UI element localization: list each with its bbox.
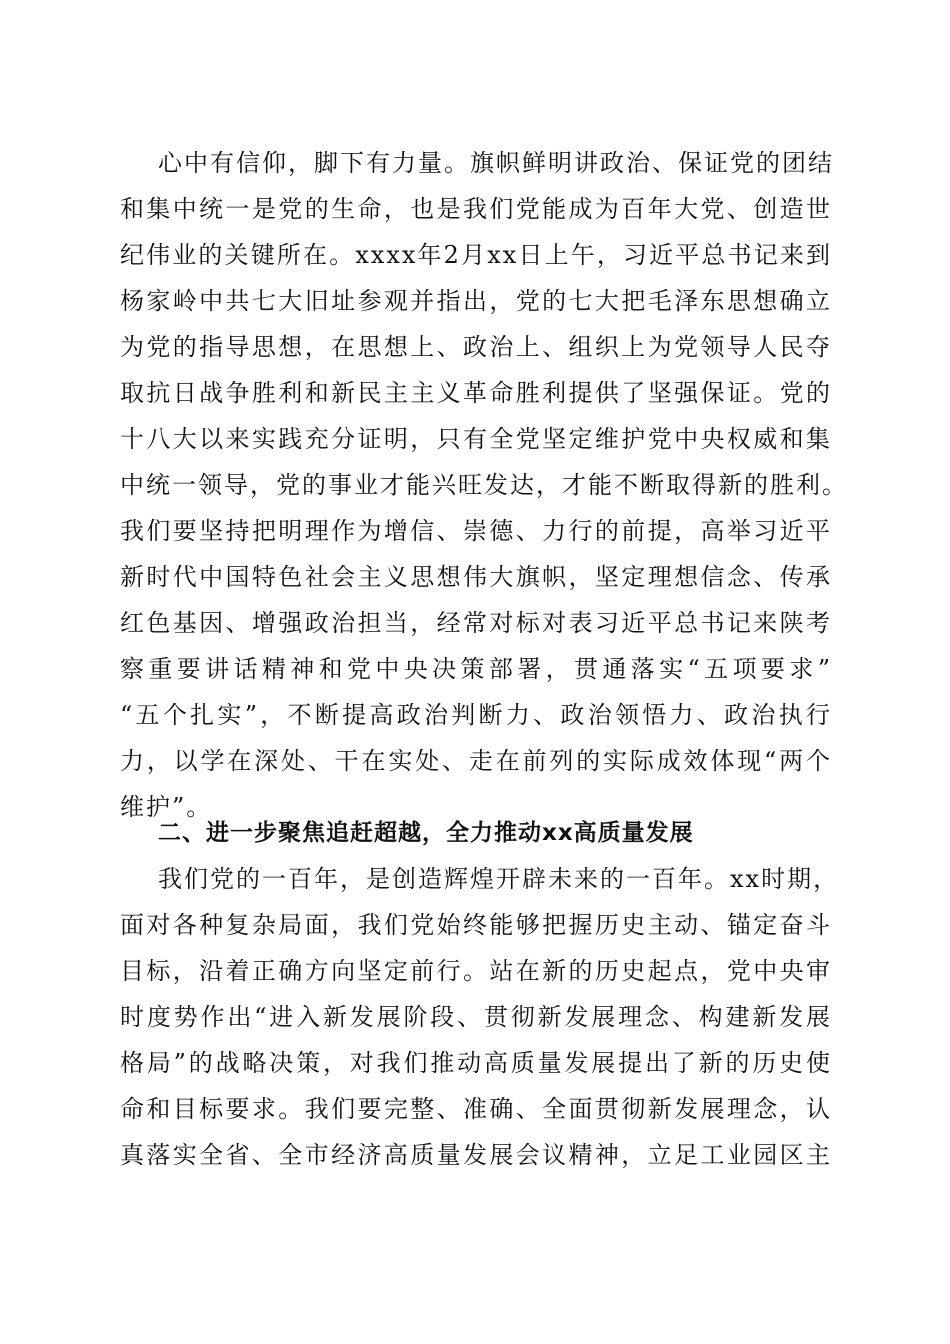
text-line: 中统一领导，党的事业才能兴旺发达，才能不断取得新的胜利。 (120, 471, 848, 499)
text-line: 我们党的一百年，是创造辉煌开辟未来的一百年。xx时期， (158, 865, 840, 893)
text-line: 面对各种复杂局面，我们党始终能够把握历史主动、锚定奋斗 (120, 911, 832, 939)
text-line: 纪伟业的关键所在。xxxx年2月xx日上午，习近平总书记来到 (120, 241, 832, 269)
text-line: 真落实全省、全市经济高质量发展会议精神，立足工业园区主 (120, 1141, 832, 1169)
text-line: 心中有信仰，脚下有力量。旗帜鲜明讲政治、保证党的团结 (158, 149, 834, 177)
text-line: 为党的指导思想，在思想上、政治上、组织上为党领导人民夺 (120, 333, 832, 361)
text-line: 取抗日战争胜利和新民主主义革命胜利提供了坚强保证。党的 (120, 379, 832, 407)
text-line: 杨家岭中共七大旧址参观并指出，党的七大把毛泽东思想确立 (120, 287, 832, 315)
text-line: 命和目标要求。我们要完整、准确、全面贯彻新发展理念，认 (120, 1095, 832, 1123)
text-line: 察重要讲话精神和党中央决策部署，贯通落实“五项要求” (120, 655, 832, 683)
text-line: 格局”的战略决策，对我们推动高质量发展提出了新的历史使 (120, 1049, 832, 1077)
section-heading: 二、进一步聚焦追赶超越，全力推动xx高质量发展 (158, 820, 694, 846)
text-line: 我们要坚持把明理作为增信、崇德、力行的前提，高举习近平 (120, 517, 832, 545)
paragraph-2 (120, 856, 840, 1178)
paragraph-1 (120, 140, 848, 830)
text-line: 时度势作出“进入新发展阶段、贯彻新发展理念、构建新发展 (120, 1003, 832, 1031)
text-line: 十八大以来实践充分证明，只有全党坚定维护党中央权威和集 (120, 425, 832, 453)
text-line: 红色基因、增强政治担当，经常对标对表习近平总书记来陕考 (120, 609, 832, 637)
text-line: 维护”。 (120, 793, 213, 821)
text-line: 目标，沿着正确方向坚定前行。站在新的历史起点，党中央审 (120, 957, 832, 985)
text-line: 和集中统一是党的生命，也是我们党能成为百年大党、创造世 (120, 195, 832, 223)
text-line: 力，以学在深处、干在实处、走在前列的实际成效体现“两个 (120, 747, 832, 775)
text-line: “五个扎实”，不断提高政治判断力、政治领悟力、政治执行 (120, 701, 832, 729)
text-line: 新时代中国特色社会主义思想伟大旗帜，坚定理想信念、传承 (120, 563, 832, 591)
